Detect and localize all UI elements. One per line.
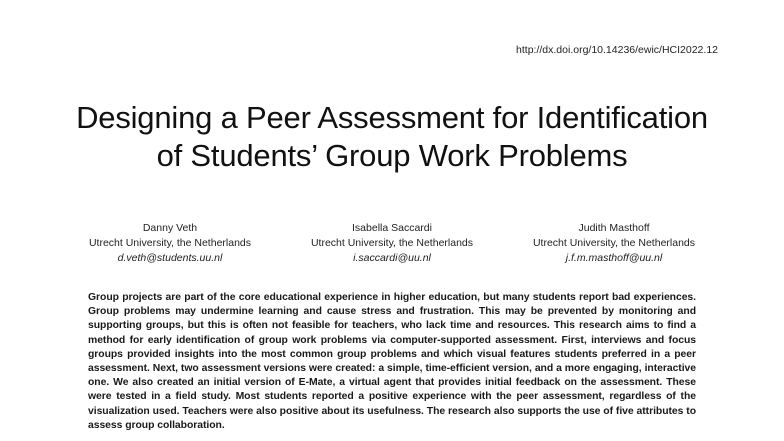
author-email[interactable]: j.f.m.masthoff@uu.nl: [565, 252, 663, 264]
title-line-1: Designing a Peer Assessment for Identification: [76, 100, 708, 135]
author-name: Judith Masthoff: [578, 222, 650, 234]
author-name: Isabella Saccardi: [352, 222, 432, 234]
author-name: Danny Veth: [142, 222, 198, 234]
author-affiliation: Utrecht University, the Netherlands: [532, 237, 696, 249]
paper-title: [0, 99, 784, 175]
author-email[interactable]: i.saccardi@uu.nl: [353, 252, 431, 264]
author-list: [70, 221, 714, 266]
author-email[interactable]: d.veth@students.uu.nl: [117, 252, 223, 264]
title-line-2: of Students’ Group Work Problems: [156, 138, 628, 173]
author-block: [514, 221, 714, 266]
author-block: [292, 221, 492, 266]
author-affiliation: Utrecht University, the Netherlands: [88, 237, 252, 249]
author-block: [70, 221, 270, 266]
doi-link[interactable]: http://dx.doi.org/10.14236/ewic/HCI2022.12: [516, 44, 718, 56]
author-affiliation: Utrecht University, the Netherlands: [310, 237, 474, 249]
abstract-text: Group projects are part of the core educational experience in higher education, but many students report bad experiences. Group problems may undermine learning and cause stress and frustration. This may be prevented by monitoring and supporting groups, but this is often not feasible for teachers, who lack time and resources. This research aims to find a method for early identification of group work problems via computer-supported assessment. First, interviews and focus groups provided insights into the most common group problems and which visual features students preferred in a peer assessment. Next, two assessment versions were created: a simple, time-efficient version, and a more engaging, interactive one. We also created an initial version of E-Mate, a virtual agent that provides initial feedback on the assessment. These were tested in a field study. Most students reported a positive experience with the peer assessment, regardless of the visualization used. Teachers were also positive about its usefulness. The research also supports the use of five attributes to assess group collaboration.: [88, 292, 696, 431]
